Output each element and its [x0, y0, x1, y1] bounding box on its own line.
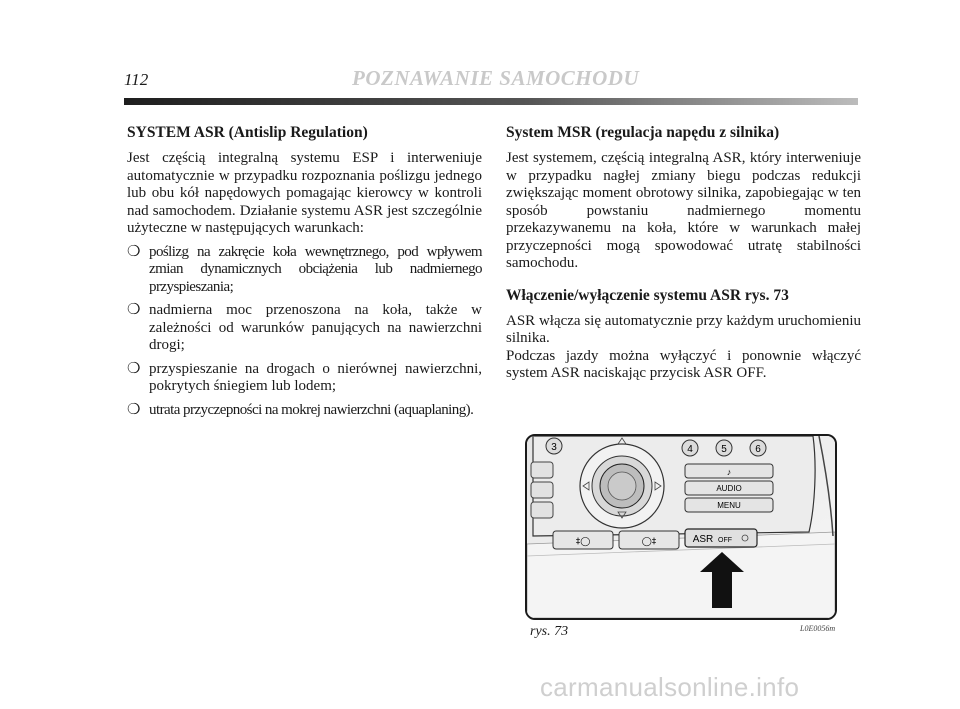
asr-auto-paragraph: ASR włącza się automatycznie przy każdym uruchomieniu silnika.	[506, 312, 861, 346]
rear-fog-icon: ◯‡	[641, 537, 657, 547]
fog-light-icon: ‡◯	[575, 537, 591, 547]
audio-label: AUDIO	[716, 484, 742, 493]
preset-label-5: 5	[721, 444, 727, 455]
control-knob-center	[608, 472, 636, 500]
msr-heading: System MSR (regulacja napędu z silnika)	[506, 124, 780, 141]
asr-label: ASR	[692, 534, 714, 545]
off-label: OFF	[718, 537, 732, 544]
preset-label-4: 4	[687, 444, 693, 455]
left-column	[127, 124, 482, 425]
figure-asr-off-button	[525, 434, 837, 620]
asr-conditions-list	[127, 244, 482, 420]
asr-toggle-heading: Włączenie/wyłączenie systemu ASR rys. 73	[506, 286, 789, 304]
figure-code: L0E0056m	[800, 624, 836, 633]
running-head: POZNAWANIE SAMOCHODU	[352, 66, 640, 90]
bullet-icon: ❍	[127, 360, 141, 377]
dashboard-illustration	[527, 436, 835, 618]
list-item: ❍ przyspieszanie na drogach o nierównej nawierzchni, pokrytych śniegiem lub lodem;	[127, 360, 482, 394]
watermark: carmanualsonline.info	[540, 672, 800, 702]
side-button-3	[531, 502, 553, 518]
asr-heading: SYSTEM ASR (Antislip Regulation)	[127, 124, 368, 141]
figure-caption: rys. 73	[530, 624, 569, 639]
right-column	[506, 124, 861, 389]
list-item: ❍ utrata przyczepności na mokrej nawierzchni (aquaplaning).	[127, 401, 474, 418]
page-number: 112	[124, 70, 149, 89]
side-button-1	[531, 462, 553, 478]
header-rule	[124, 98, 858, 105]
msr-body: Jest systemem, częścią integralną ASR, który interweniuje w przypadku nagłej zmiany biegu podczas redukcji zwiększając moment obrotowy silnika, zapobiegając w ten sposób powstaniu nadmiernego momentu przekazywanemu na koła, które w warunkach małej przyczepności mogą spowodować utratę stabilności samochodu.	[506, 150, 861, 271]
list-item: ❍ poślizg na zakręcie koła wewnętrznego, pod wpływem zmian dynamicznych obciążenia lub nadmiernego przyspieszania;	[127, 243, 482, 295]
preset-label-3: 3	[551, 442, 557, 453]
asr-off-paragraph: Podczas jazdy można wyłączyć i ponownie włączyć system ASR naciskając przycisk ASR OFF.	[506, 347, 861, 381]
menu-label: MENU	[717, 501, 741, 510]
bullet-icon: ❍	[127, 302, 141, 318]
bullet-icon: ❍	[127, 243, 140, 260]
list-item: ❍ nadmierna moc przenoszona na koła, także w zależności od warunków panujących na nawierzchni drogi;	[127, 302, 482, 353]
bullet-icon: ❍	[127, 401, 140, 418]
note-icon: ♪	[726, 467, 732, 477]
asr-intro: Jest częścią integralną systemu ESP i interweniuje automatycznie w przypadku rozpoznania poślizgu jednego lub obu kół napędowych pomagając kierowcy w kontroli nad samochodem. Działanie systemu ASR jest szczególnie użyteczne w następujących warunkach:	[127, 150, 482, 236]
preset-label-6: 6	[755, 444, 761, 455]
side-button-2	[531, 482, 553, 498]
